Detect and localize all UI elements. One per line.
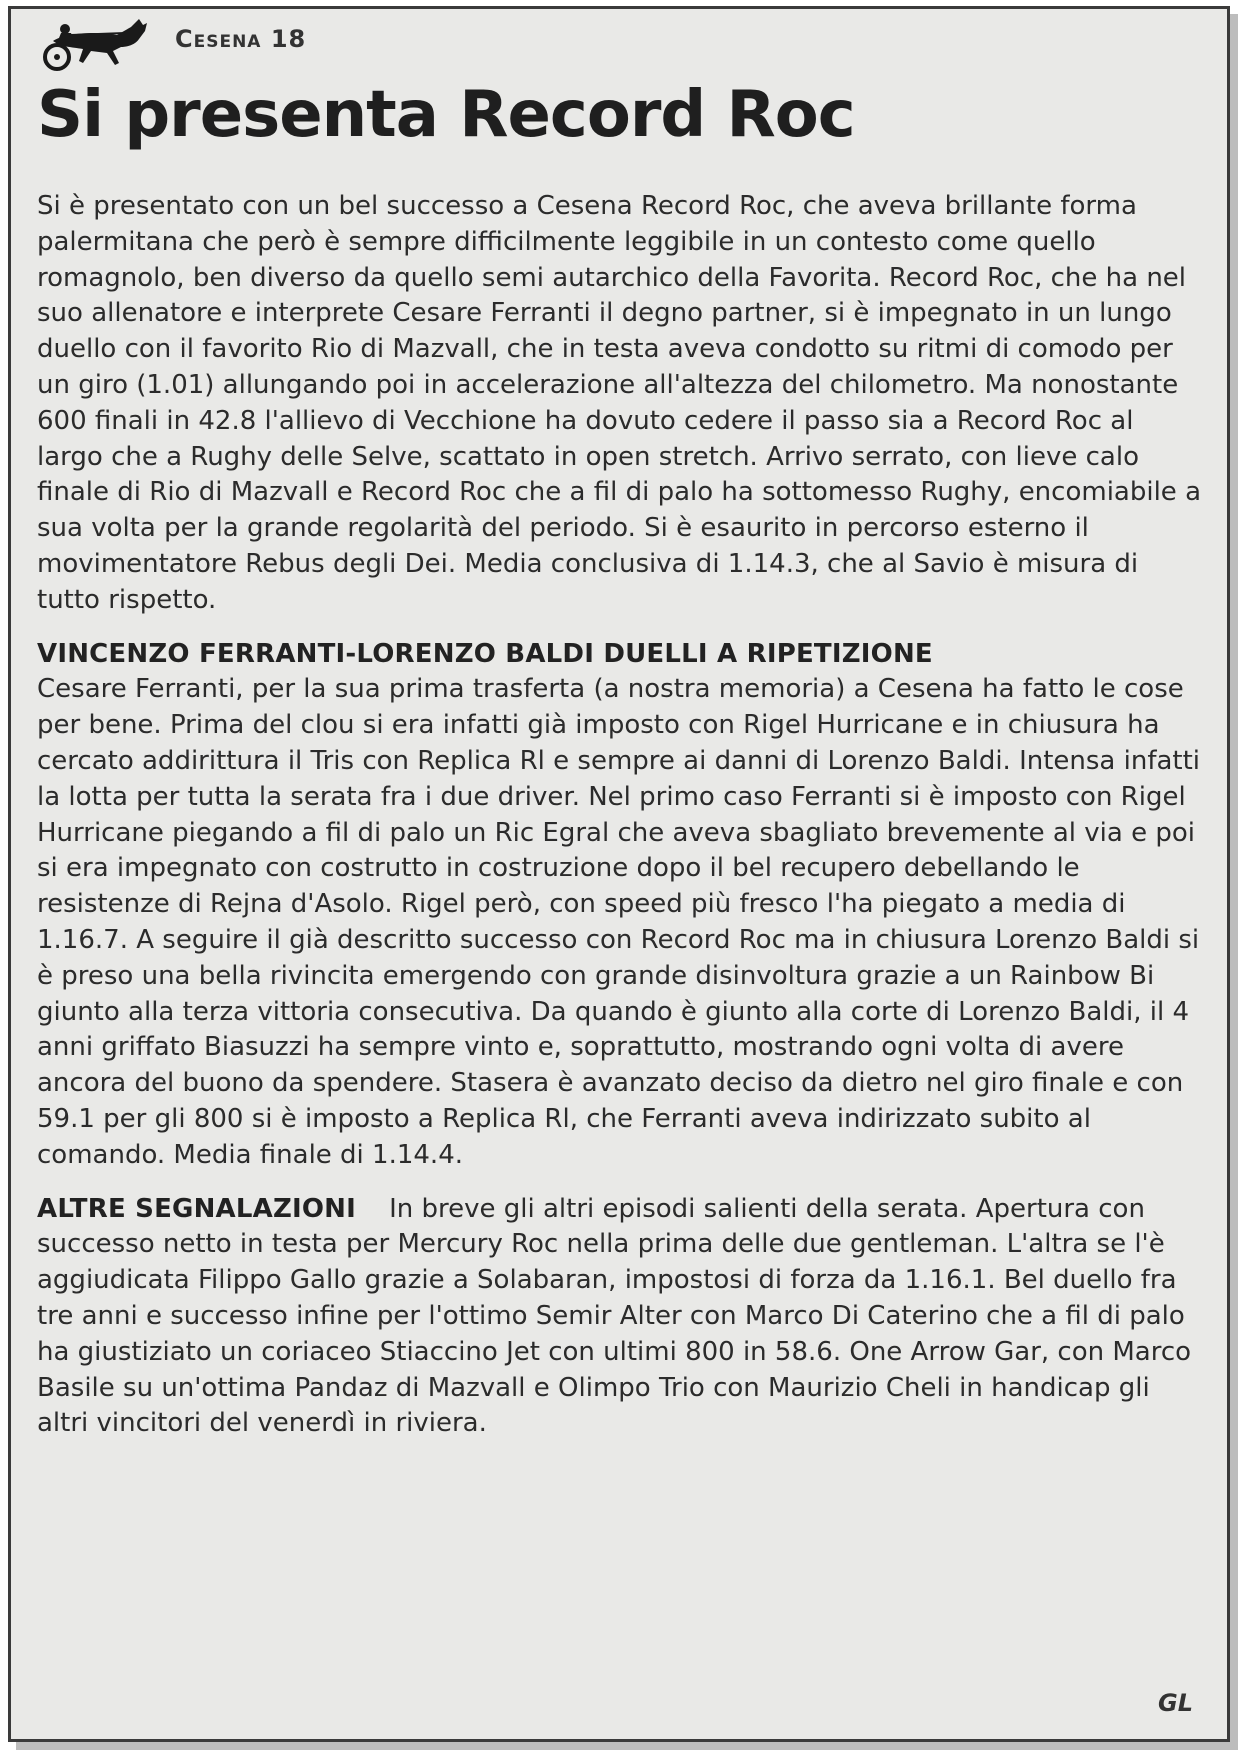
kicker-location-date: Cesena 18 xyxy=(175,25,307,53)
author-signature: GL xyxy=(1158,1689,1193,1717)
paragraph-ferranti-baldi: Cesare Ferranti, per la sua prima trasferta (a nostra memoria) a Cesena ha fatto le cose per bene. Prima del clou si era infatti già imposto con Rigel Hurricane e in chiusura ha cercato addirittura il Tris con Replica Rl e sempre ai danni di Lorenzo Baldi. Intensa infatti la lotta per tutta la serata fra i due driver. Nel primo caso Ferranti si è imposto con Rigel Hurricane piegando a fil di palo un Ric Egral che aveva sbagliato brevemente al via e poi si era impegnato con costrutto in costruzione dopo il bel recupero debellando le resistenze di Rejna d'Asolo. Rigel però, con speed più fresco l'ha piegato a media di 1.16.7. A seguire il già descritto successo con Record Roc ma in chiusura Lorenzo Baldi si è preso una bella rivincita emergendo con grande disinvoltura grazie a un Rainbow Bi giunto alla terza vittoria consecutiva. Da quando è giunto alla corte di Lorenzo Baldi, il 4 anni griffato Biasuzzi ha sempre vinto e, soprattutto, mostrando ogni volta di avere ancora del buono da spendere. Stasera è avanzato deciso da dietro nel giro finale e con 59.1 per gli 800 si è imposto a Replica Rl, che Ferranti aveva indirizzato subito al comando. Media finale di 1.14.4. xyxy=(37,674,1201,1170)
headline: Si presenta Record Roc xyxy=(37,78,855,152)
section-altre-segnalazioni xyxy=(37,1192,1207,1443)
paragraph-altre-segnalazioni: In breve gli altri episodi salienti della serata. Apertura con successo netto in testa per Mercury Roc nella prima delle due gentleman. L'altra se l'è aggiudicata Filippo Gallo grazie a Solabaran, impostosi di forza da 1.16.1. Bel duello fra tre anni e successo infine per l'ottimo Semir Alter con Marco Di Caterino che a fil di palo ha giustiziato un coriaceo Stiaccino Jet con ultimi 800 in 58.6. One Arrow Gar, con Marco Basile su un'ottima Pandaz di Mazvall e Olimpo Trio con Maurizio Cheli in handicap gli altri vincitori del venerdì in riviera. xyxy=(37,1193,1192,1439)
newspaper-clipping xyxy=(8,6,1230,1742)
section-title-duelli: VINCENZO FERRANTI-LORENZO BALDI DUELLI A RIPETIZIONE xyxy=(37,638,933,669)
article-body xyxy=(37,189,1207,1442)
section-title-altre: ALTRE SEGNALAZIONI xyxy=(37,1193,357,1224)
section-ferranti-baldi xyxy=(37,637,1207,1174)
paragraph-intro: Si è presentato con un bel successo a Cesena Record Roc, che aveva brillante forma palermitana che però è sempre difficilmente leggibile in un contesto come quello romagnolo, ben diverso da quello semi autarchico della Favorita. Record Roc, che ha nel suo allenatore e interprete Cesare Ferranti il degno partner, si è impegnato in un lungo duello con il favorito Rio di Mazvall, che in testa aveva condotto su ritmi di comodo per un giro (1.01) allungando poi in accelerazione all'altezza del chilometro. Ma nonostante 600 finali in 42.8 l'allievo di Vecchione ha dovuto cedere il passo sia a Record Roc al largo che a Rughy delle Selve, scattato in open stretch. Arrivo serrato, con lieve calo finale di Rio di Mazvall e Record Roc che a fil di palo ha sottomesso Rughy, encomiabile a sua volta per la grande regolarità del periodo. Si è esaurito in percorso esterno il movimentatore Rebus degli Dei. Media conclusiva di 1.14.3, che al Savio è misura di tutto rispetto. xyxy=(37,191,1201,615)
kicker-row xyxy=(35,17,635,65)
harness-racing-horse-icon xyxy=(35,17,165,73)
